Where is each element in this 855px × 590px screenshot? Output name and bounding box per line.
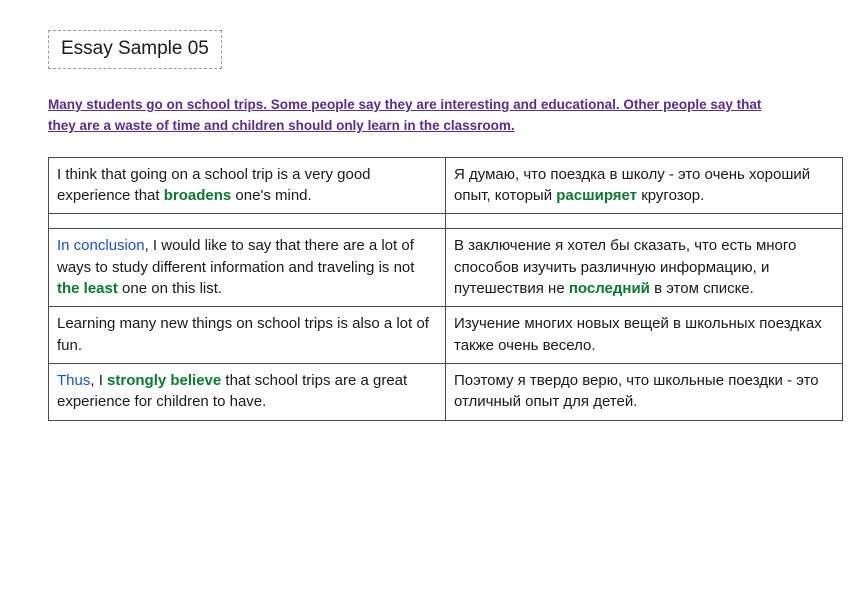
spacer-cell — [49, 214, 446, 229]
text-run: one's mind. — [231, 187, 312, 205]
text-run: I think that going on a school trip is a very good experience that — [57, 165, 371, 205]
highlighted-phrase: the least — [57, 280, 118, 298]
highlighted-phrase: Thus — [57, 371, 91, 389]
table-spacer-row — [49, 214, 843, 229]
text-run: , I would like to say that there are a lot of ways to study different information and traveling is not — [57, 237, 415, 276]
highlighted-phrase: расширяет — [556, 187, 638, 205]
translation-table — [48, 157, 843, 421]
cell-russian — [446, 363, 843, 420]
table-row — [49, 307, 843, 364]
text-run: Поэтому я твердо верю, что школьные поездки - это отличный опыт для детей. — [454, 371, 819, 411]
cell-english — [49, 229, 446, 307]
cell-russian — [446, 229, 843, 307]
essay-prompt: Many students go on school trips. Some people say they are interesting and educational. Other people say that they are a waste of time and children should only learn in the classroom. — [48, 97, 762, 133]
table-body — [49, 157, 843, 420]
cell-russian — [446, 307, 843, 364]
cell-english — [49, 157, 446, 214]
text-run: в этом списке. — [649, 280, 754, 298]
cell-english — [49, 363, 446, 420]
page-title: Essay Sample 05 — [48, 30, 222, 69]
highlighted-phrase: In conclusion — [57, 237, 145, 255]
table-row — [49, 363, 843, 420]
highlighted-phrase: strongly believe — [107, 371, 222, 389]
text-run: that school trips are a great experience for children to have. — [57, 371, 408, 411]
text-run: Learning many new things on school trips is also a lot of fun. — [57, 315, 429, 354]
table-row — [49, 157, 843, 214]
spacer-cell — [446, 214, 843, 229]
highlighted-phrase: broadens — [163, 187, 232, 205]
highlighted-phrase: последний — [568, 280, 650, 298]
table-row — [49, 229, 843, 307]
text-run: Изучение многих новых вещей в школьных поездках также очень весело. — [454, 315, 822, 354]
text-run: Я думаю, что поездка в школу - это очень хороший опыт, который — [454, 165, 811, 205]
text-run: , I — [90, 371, 108, 389]
cell-english — [49, 307, 446, 364]
text-run: one on this list. — [117, 280, 223, 298]
text-run: В заключение я хотел бы сказать, что есть много способов изучить различную информацию, и путешествия не — [454, 237, 797, 298]
cell-russian — [446, 157, 843, 214]
text-run: кругозор. — [637, 187, 705, 205]
